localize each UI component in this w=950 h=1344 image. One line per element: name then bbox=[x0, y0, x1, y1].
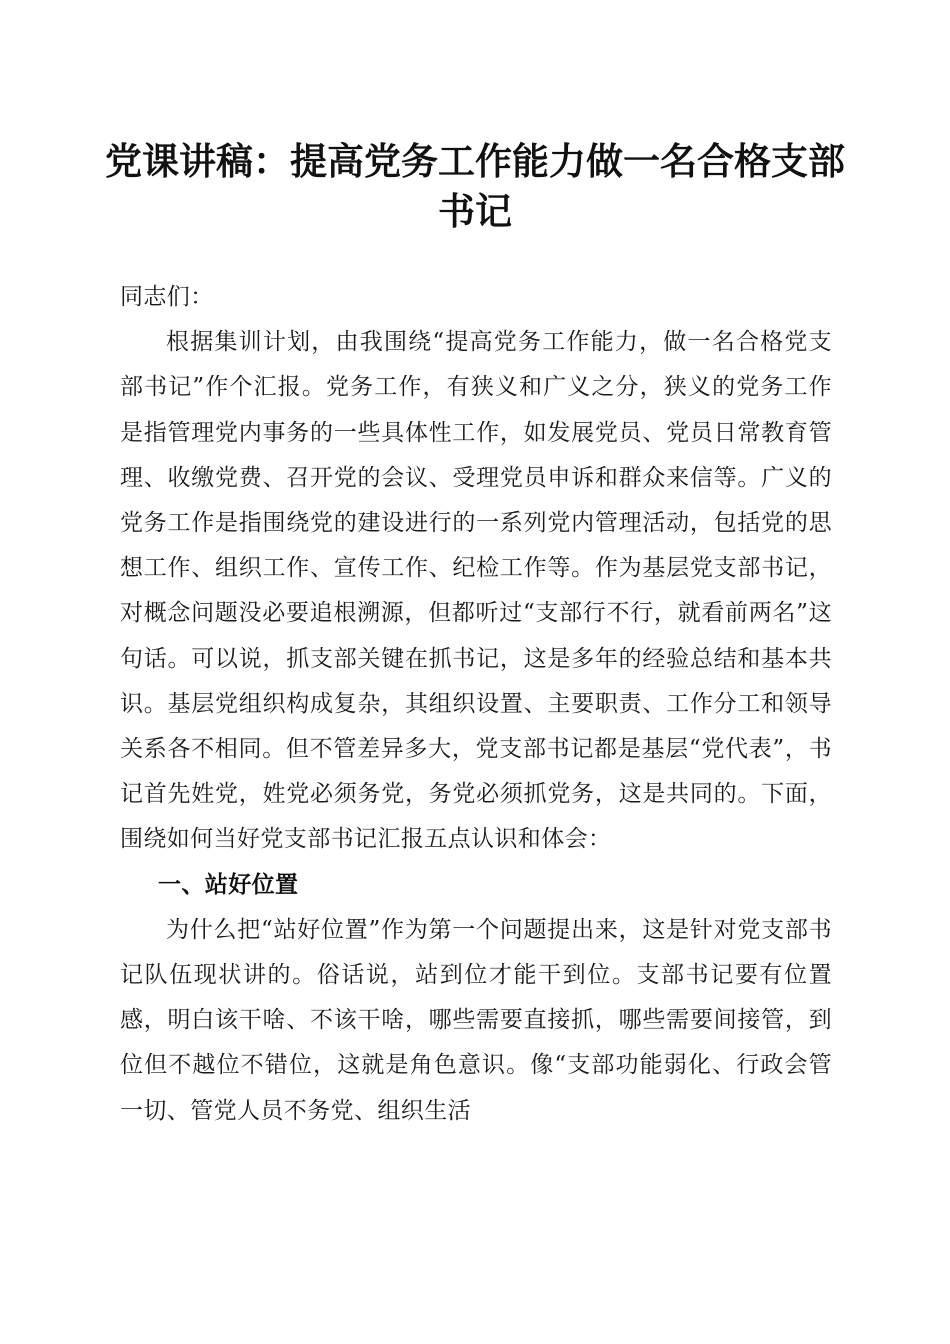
greeting: 同志们： bbox=[120, 284, 214, 310]
document-title bbox=[100, 136, 850, 236]
title-line-2: 书记 bbox=[438, 189, 512, 233]
paragraph-section-1: 为什么把“站好位置”作为第一个问题提出来，这是针对党支部书记队伍现状讲的。俗话说，站到位才能干到位。支部书记要有位置感，明白该干啥、不该干啥，哪些需要直接抓，哪些需要间接管，到位但不越位不错位，这就是角色意识。像“支部功能弱化、行政会管一切、管党人员不务党、组织生活 bbox=[120, 916, 832, 1124]
document-body bbox=[120, 275, 832, 1134]
title-line-1: 党课讲稿：提高党务工作能力做一名合格支部 bbox=[105, 139, 845, 183]
paragraph-intro: 根据集训计划，由我围绕“提高党务工作能力，做一名合格党支部书记”作个汇报。党务工作，有狭义和广义之分，狭义的党务工作是指管理党内事务的一些具体性工作，如发展党员、党员日常教育管理、收缴党费、召开党的会议、受理党员申诉和群众来信等。广义的党务工作是指围绕党的建设进行的一系列党内管理活动，包括党的思想工作、组织工作、宣传工作、纪检工作等。作为基层党支部书记，对概念问题没必要追根溯源，但都听过“支部行不行，就看前两名”这句话。可以说，抓支部关键在抓书记，这是多年的经验总结和基本共识。基层党组织构成复杂，其组织设置、主要职责、工作分工和领导关系各不相同。但不管差异多大，党支部书记都是基层“党代表”，书记首先姓党，姓党必须务党，务党必须抓党务，这是共同的。下面，围绕如何当好党支部书记汇报五点认识和体会： bbox=[120, 329, 832, 853]
section-heading-1: 一、站好位置 bbox=[158, 871, 299, 898]
